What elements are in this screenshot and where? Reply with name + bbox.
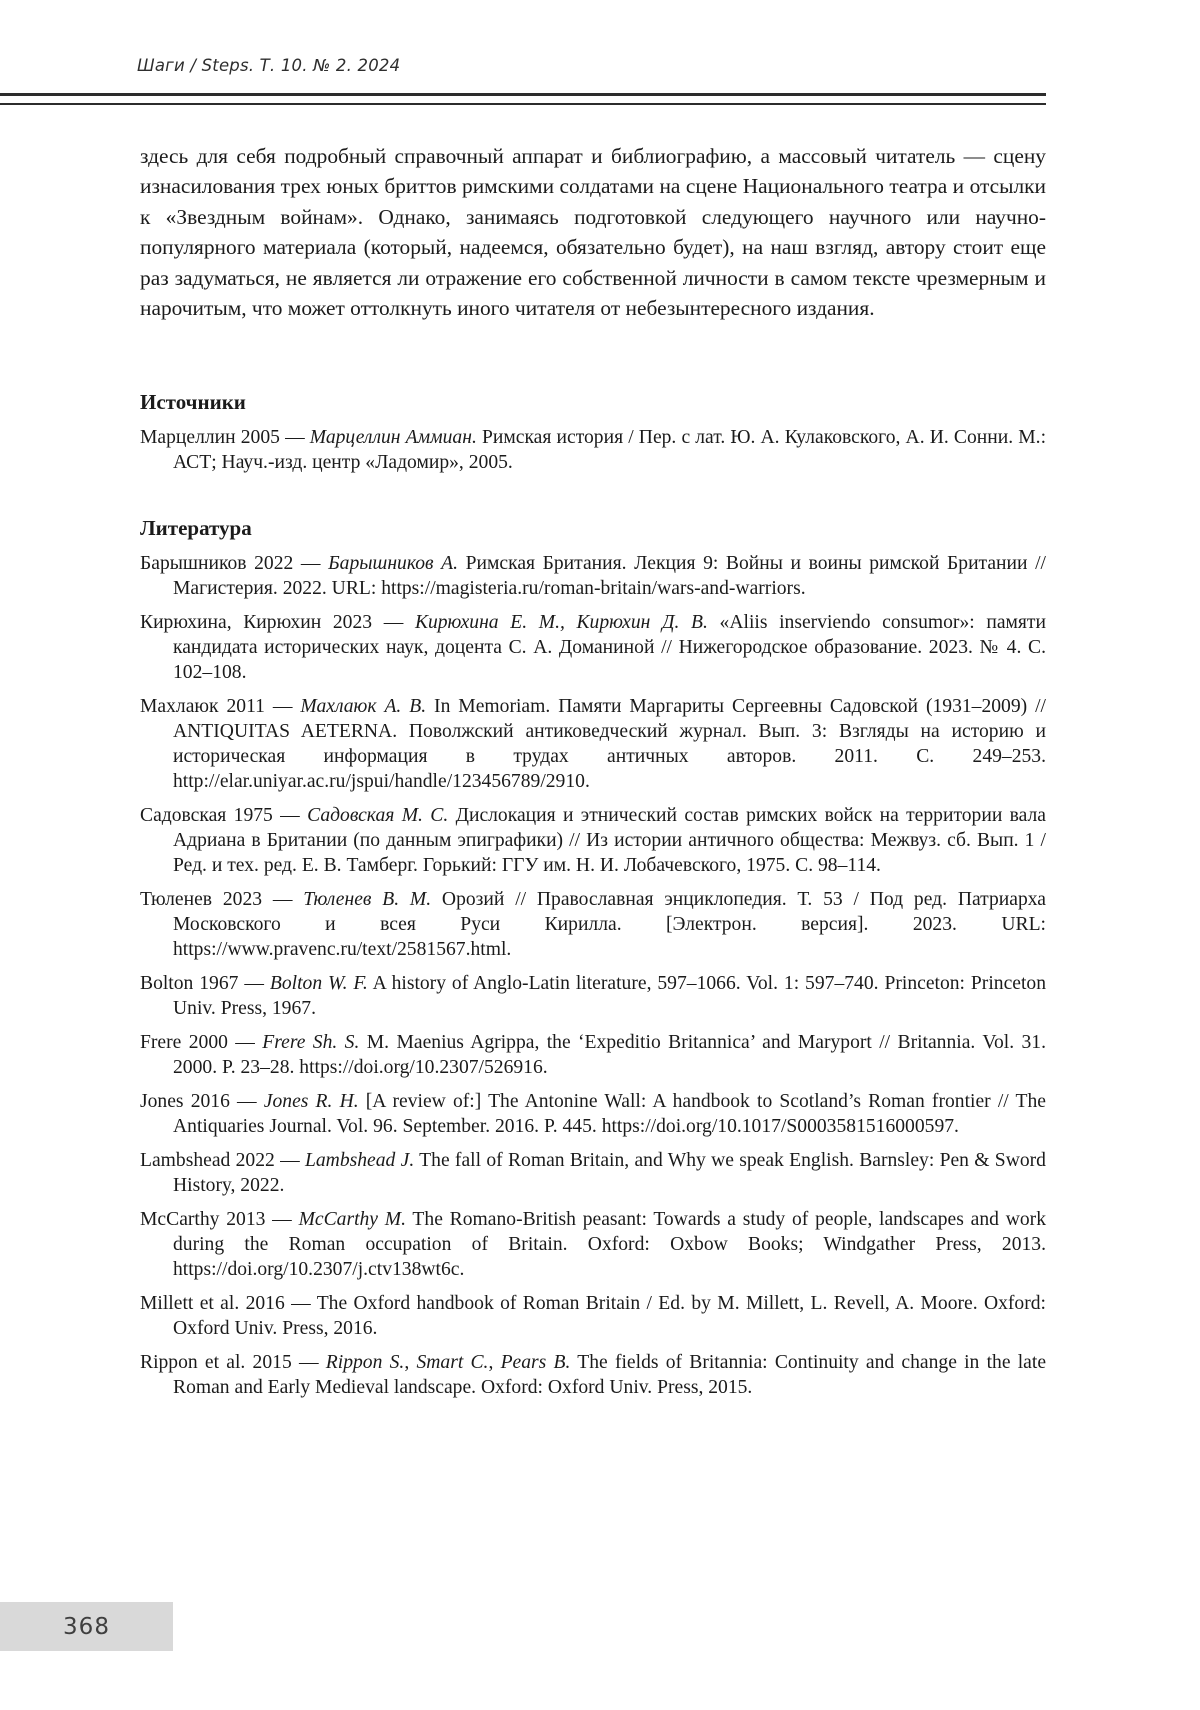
- running-head: Шаги / Steps. Т. 10. № 2. 2024: [137, 56, 401, 75]
- bibliography-entry: Барышников 2022 — Барышников А. Римская Британия. Лекция 9: Войны и воины римской Британии // Магистерия. 2022. URL: https://magisteria.ru/roman-britain/wars-and-warriors.: [140, 553, 1046, 600]
- body-paragraph: здесь для себя подробный справочный аппарат и библиографию, а массовый читатель — сцену изнасилования трех юных бриттов римскими солдатами на сцене Национального театра и отсылки к «Звездным войнам». Однако, занимаясь подготовкой следующего научного или научно-популярного материала (который, надеемся, обязательно будет), на наш взгляд, автору стоит еще раз задуматься, не является ли отражение его собственной личности в самом тексте чрезмерным и нарочитым, что может оттолкнуть иного читателя от небезынтересного издания.: [140, 144, 1046, 321]
- bibliography-entry: Тюленев 2023 — Тюленев В. М. Орозий // Православная энциклопедия. Т. 53 / Под ред. Патриарха Московского и всея Руси Кирилла. [Электрон. версия]. 2023. URL: https://www.pravenc.ru/text/2581567.html.: [140, 889, 1046, 961]
- bibliography-sections: [140, 389, 1046, 1400]
- bibliography-entry: Махлаюк 2011 — Махлаюк А. В. In Memoriam. Памяти Маргариты Сергеевны Садовской (1931–2009) // ANTIQUITAS AETERNA. Поволжский антиковедческий журнал. Вып. 3: Взгляды на историю и историческая информация в трудах античных авторов. 2011. С. 249–253. http://elar.uniyar.ac.ru/jspui/handle/123456789/2910.: [140, 696, 1046, 793]
- bibliography-entry: Lambshead 2022 — Lambshead J. The fall of Roman Britain, and Why we speak English. Barnsley: Pen & Sword History, 2022.: [140, 1150, 1046, 1197]
- bibliography-entry: Frere 2000 — Frere Sh. S. M. Maenius Agrippa, the ‘Expeditio Britannica’ and Maryport // Britannia. Vol. 31. 2000. P. 23–28. https://doi.org/10.2307/526916.: [140, 1032, 1046, 1079]
- page-content: [140, 141, 1046, 1400]
- bibliography-entry: McCarthy 2013 — McCarthy M. The Romano-British peasant: Towards a study of people, landscapes and work during the Roman occupation of Britain. Oxford: Oxbow Books; Windgather Press, 2013. https://doi.org/10.2307/j.ctv138wt6c.: [140, 1209, 1046, 1281]
- bibliography-entry: Марцеллин 2005 — Марцеллин Аммиан. Римская история / Пер. с лат. Ю. А. Кулаковского, А. И. Сонни. М.: АСТ; Науч.-изд. центр «Ладомир», 2005.: [140, 427, 1047, 474]
- bibliography-entry: Кирюхина, Кирюхин 2023 — Кирюхина Е. М., Кирюхин Д. В. «Aliis inserviendo consumor»: памяти кандидата исторических наук, доцента С. А. Доманиной // Нижегородское образование. 2023. № 4. С. 102–108.: [140, 612, 1046, 684]
- bibliography-entry: Bolton 1967 — Bolton W. F. A history of Anglo-Latin literature, 597–1066. Vol. 1: 597–740. Princeton: Princeton Univ. Press, 1967.: [140, 973, 1047, 1020]
- section-heading: Литература: [140, 516, 252, 541]
- section-heading: Источники: [140, 390, 246, 415]
- page-number-box: [0, 1602, 173, 1651]
- bibliography-entry: Jones 2016 — Jones R. H. [A review of:] The Antonine Wall: A handbook to Scotland’s Roman frontier // The Antiquaries Journal. Vol. 96. September. 2016. P. 445. https://doi.org/10.1017/S0003581516000597.: [140, 1091, 1046, 1138]
- header-rule: [0, 93, 1046, 105]
- page-number: 368: [63, 1613, 110, 1640]
- bibliography-entry: Millett et al. 2016 — The Oxford handbook of Roman Britain / Ed. by M. Millett, L. Revell, A. Moore. Oxford: Oxford Univ. Press, 2016.: [140, 1293, 1046, 1340]
- bibliography-entry: Садовская 1975 — Садовская М. С. Дислокация и этнический состав римских войск на территории вала Адриана в Британии (по данным эпиграфики) // Из истории античного общества: Межвуз. сб. Вып. 1 / Ред. и тех. ред. Е. В. Тамберг. Горький: ГГУ им. Н. И. Лобачевского, 1975. С. 98–114.: [140, 805, 1046, 877]
- bibliography-entry: Rippon et al. 2015 — Rippon S., Smart C., Pears B. The fields of Britannia: Continuity and change in the late Roman and Early Medieval landscape. Oxford: Oxford Univ. Press, 2015.: [140, 1352, 1047, 1399]
